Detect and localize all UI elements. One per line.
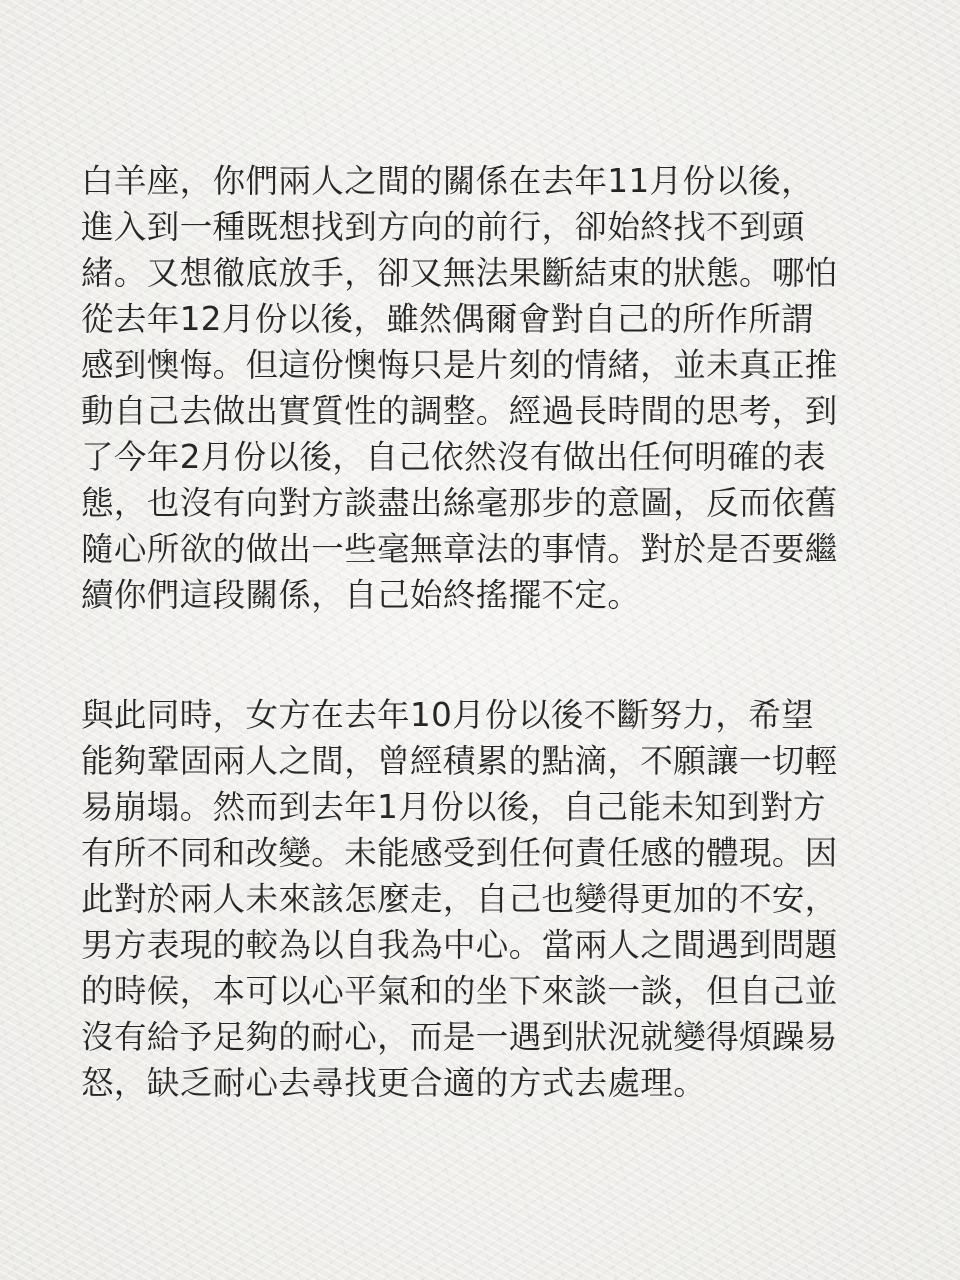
text-line: 態，也沒有向對方談盡出絲毫那步的意圖，反而依舊: [81, 484, 838, 522]
text-line: 感到懊悔。但這份懊悔只是片刻的情緒，並未真正推: [81, 346, 838, 384]
text-line: 的時候，本可以心平氣和的坐下來談一談，但自己並: [81, 972, 838, 1010]
text-line: 白羊座，你們兩人之間的關係在去年11月份以後，: [81, 162, 815, 200]
text-line: 與此同時，女方在去年10月份以後不斷努力，希望: [81, 696, 815, 734]
text-line: 緒。又想徹底放手，卻又無法果斷結束的狀態。哪怕: [81, 254, 838, 292]
text-line: 隨心所欲的做出一些毫無章法的事情。對於是否要繼: [81, 530, 838, 568]
text-line: 沒有給予足夠的耐心，而是一遇到狀況就變得煩躁易: [81, 1018, 838, 1056]
text-line: 怒，缺乏耐心去尋找更合適的方式去處理。: [81, 1064, 707, 1102]
text-line: 易崩塌。然而到去年1月份以後，自己能未知到對方: [81, 788, 826, 826]
text-line: 此對於兩人未來該怎麼走，自己也變得更加的不安，: [81, 880, 838, 918]
text-line: 從去年12月份以後，雖然偶爾會對自己的所作所謂: [81, 300, 815, 338]
text-line: 動自己去做出實質性的調整。經過長時間的思考，到: [81, 392, 838, 430]
text-line: 續你們這段關係，自己始終搖擺不定。: [81, 576, 641, 614]
text-line: 能夠鞏固兩人之間，曾經積累的點滴，不願讓一切輕: [81, 742, 838, 780]
text-line: 有所不同和改變。未能感受到任何責任感的體現。因: [81, 834, 838, 872]
text-line: 了今年2月份以後，自己依然沒有做出任何明確的表: [81, 438, 826, 476]
text-line: 進入到一種既想找到方向的前行，卻始終找不到頭: [81, 208, 805, 246]
text-line: 男方表現的較為以自我為中心。當兩人之間遇到問題: [81, 926, 838, 964]
